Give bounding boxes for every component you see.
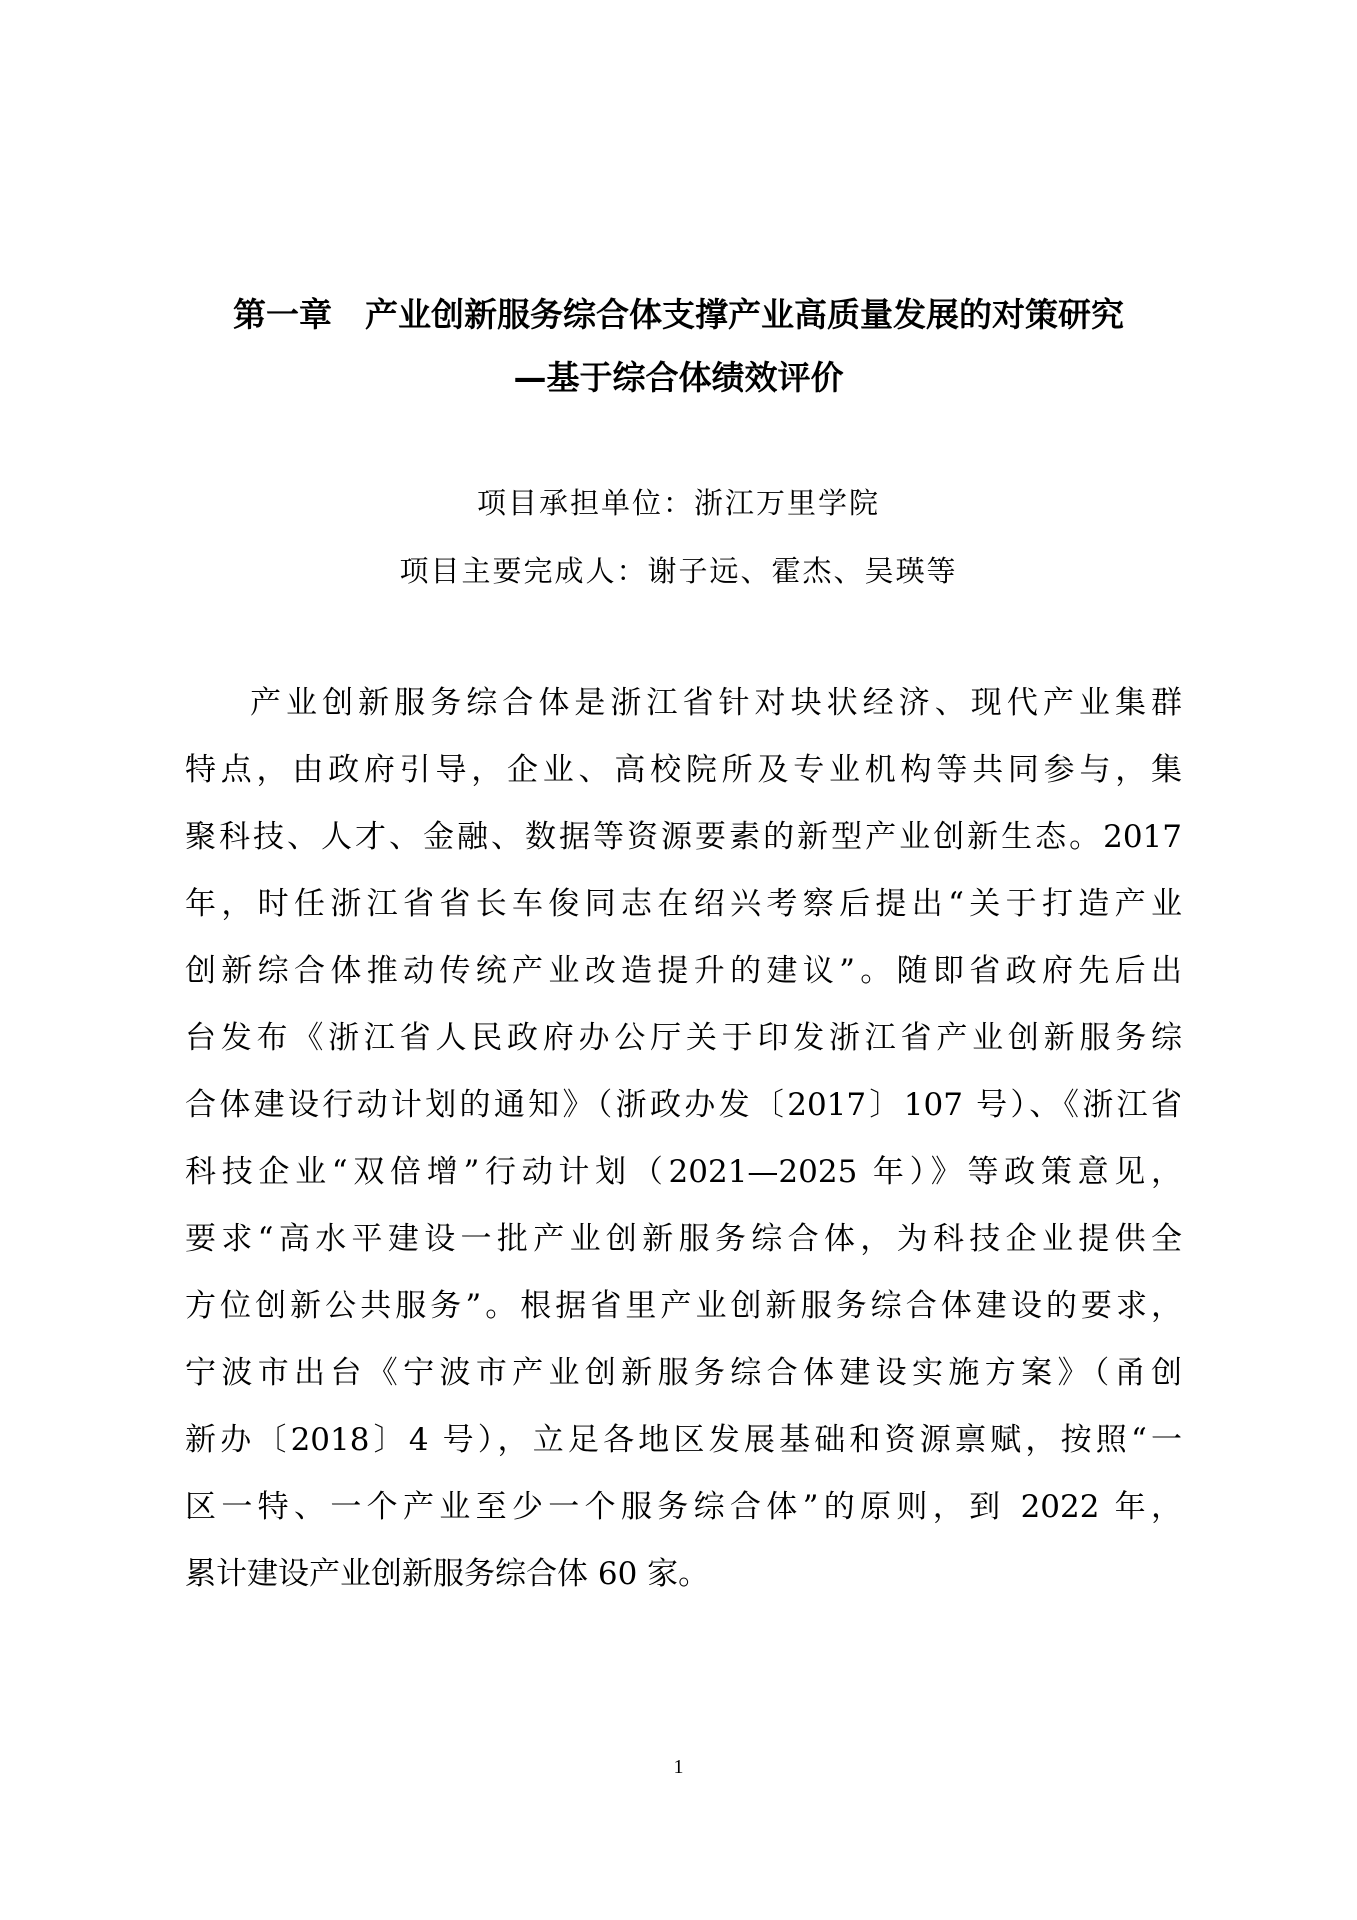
- paragraph-line: 创新综合体推动传统产业改造提升的建议”。随即省政府先后出: [185, 953, 1182, 989]
- paragraph-line: 科技企业“双倍增”行动计划（2021—2025 年）》等政策意见，: [185, 1154, 1182, 1190]
- paragraph-line: 宁波市出台《宁波市产业创新服务综合体建设实施方案》（甬创: [185, 1355, 1182, 1391]
- paragraph-line: 累计建设产业创新服务综合体 60 家。: [185, 1556, 710, 1592]
- project-unit: 项目承担单位：浙江万里学院: [476, 486, 880, 520]
- paragraph-line: 方位创新公共服务”。根据省里产业创新服务综合体建设的要求，: [185, 1288, 1182, 1324]
- paragraph-line: 年，时任浙江省省长车俊同志在绍兴考察后提出“关于打造产业: [185, 886, 1182, 922]
- paragraph-line: 台发布《浙江省人民政府办公厅关于印发浙江省产业创新服务综: [185, 1020, 1182, 1056]
- project-authors: 项目主要完成人：谢子远、霍杰、吴瑛等: [399, 554, 958, 588]
- paragraph-line: 产业创新服务综合体是浙江省针对块状经济、现代产业集群: [250, 685, 1182, 721]
- chapter-title: 第一章 产业创新服务综合体支撑产业高质量发展的对策研究: [233, 295, 1124, 334]
- paragraph-line: 新办〔2018〕4 号），立足各地区发展基础和资源禀赋，按照“一: [185, 1422, 1182, 1458]
- paragraph-line: 区一特、一个产业至少一个服务综合体”的原则，到 2022 年，: [185, 1489, 1182, 1525]
- paragraph-line: 合体建设行动计划的通知》（浙政办发〔2017〕107 号）、《浙江省: [185, 1087, 1182, 1123]
- paragraph-line: 要求“高水平建设一批产业创新服务综合体，为科技企业提供全: [185, 1221, 1182, 1257]
- chapter-subtitle: —基于综合体绩效评价: [513, 358, 844, 397]
- page-number: 1: [673, 1756, 684, 1778]
- paragraph-line: 特点，由政府引导，企业、高校院所及专业机构等共同参与，集: [185, 752, 1182, 788]
- paragraph-line: 聚科技、人才、金融、数据等资源要素的新型产业创新生态。2017: [185, 819, 1182, 855]
